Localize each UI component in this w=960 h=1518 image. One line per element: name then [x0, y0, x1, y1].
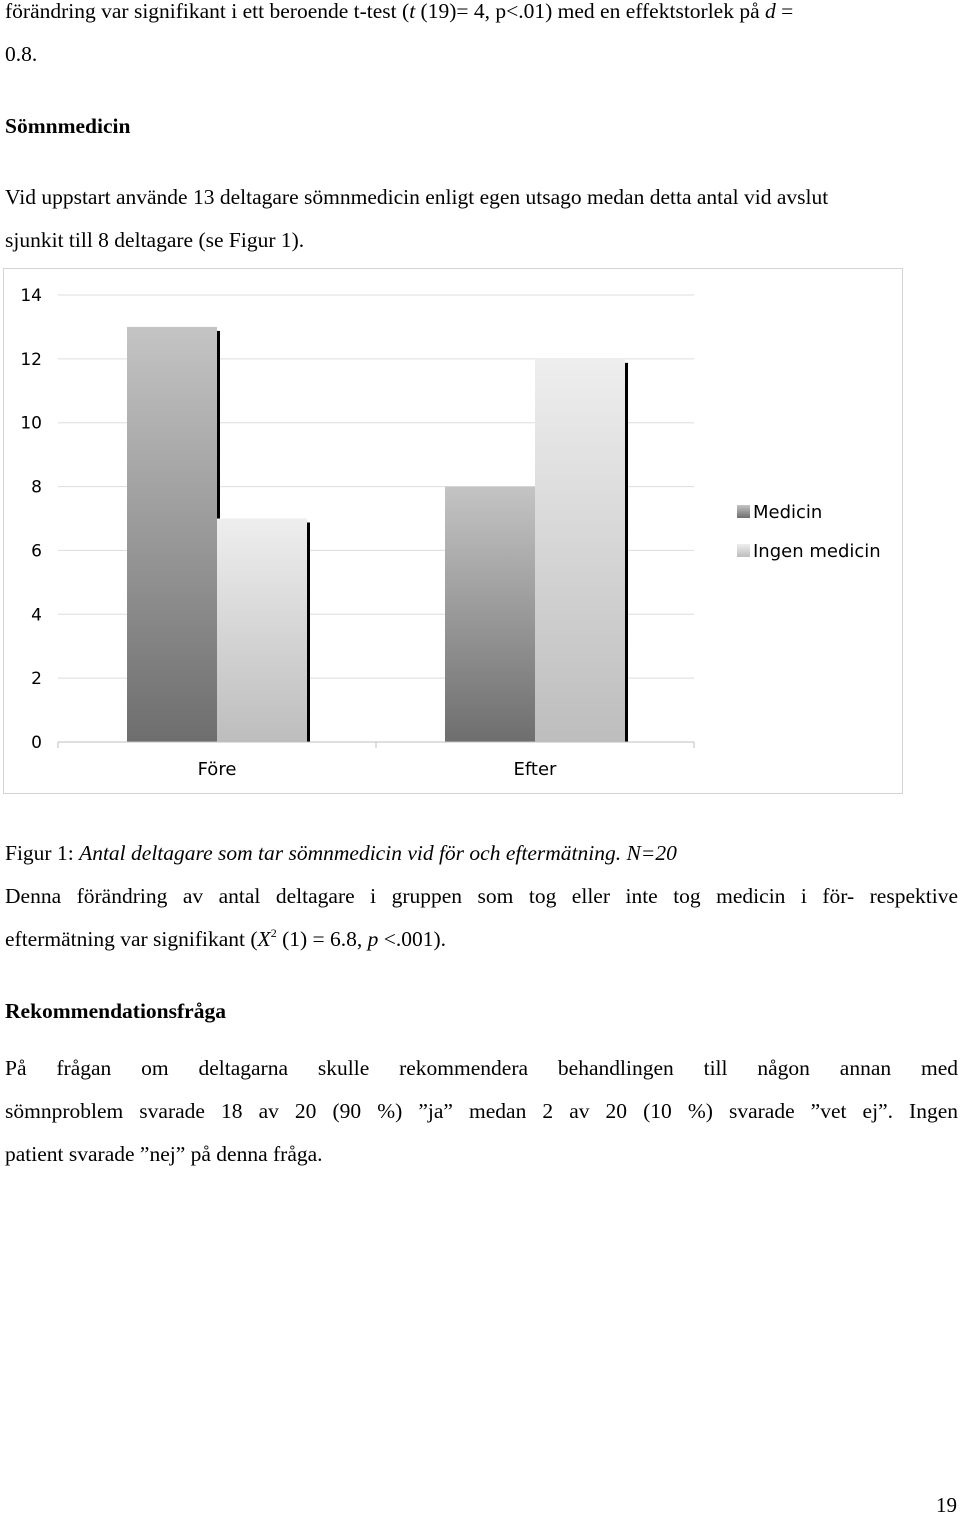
- y-tick-label: 8: [31, 477, 42, 498]
- legend-label: Ingen medicin: [753, 541, 881, 562]
- text-fragment: eftermätning var signifikant (: [5, 927, 258, 951]
- stat-symbol: X: [257, 927, 271, 951]
- caption-label: Figur 1:: [5, 841, 80, 865]
- stat-symbol: d: [765, 0, 776, 23]
- y-tick-label: 14: [20, 286, 42, 306]
- bar-ingen-medicin-före: [217, 519, 307, 743]
- text-line: 0.8.: [5, 42, 38, 66]
- figure-caption: [5, 840, 677, 866]
- bar-medicin-före: [127, 327, 217, 742]
- paragraph-line: sjunkit till 8 deltagare (se Figur 1).: [5, 228, 305, 252]
- y-tick-label: 4: [31, 605, 42, 626]
- section-heading: Rekommendationsfråga: [5, 999, 226, 1023]
- x-category-label: Efter: [513, 759, 557, 780]
- section-heading: Sömnmedicin: [5, 114, 131, 138]
- text-fragment: förändring var signifikant i ett beroende t-test (: [5, 0, 410, 23]
- paragraph-line: sömnproblem svarade 18 av 20 (90 %) ”ja” medan 2 av 20 (10 %) svarade ”vet ej”. Ingen: [5, 1099, 958, 1123]
- legend-swatch: [737, 505, 750, 518]
- y-tick-label: 2: [31, 669, 42, 690]
- x-category-label: Före: [197, 759, 237, 780]
- page-number: 19: [936, 1493, 957, 1517]
- stat-symbol: p: [367, 927, 379, 951]
- paragraph-line: [5, 926, 446, 952]
- paragraph-line: patient svarade ”nej” på denna fråga.: [5, 1142, 323, 1166]
- paragraph-line: Denna förändring av antal deltagare i gruppen som tog eller inte tog medicin i för- respektive: [5, 884, 958, 908]
- y-tick-label: 12: [20, 349, 42, 370]
- caption-text: Antal deltagare som tar sömnmedicin vid för och eftermätning. N=20: [79, 841, 677, 865]
- superscript: 2: [270, 926, 277, 940]
- text-fragment: (1) = 6.8,: [276, 927, 368, 951]
- stat-symbol: t: [409, 0, 416, 23]
- text-fragment: (19)= 4, p<.01) med en effektstorlek på: [415, 0, 766, 23]
- legend-swatch: [737, 544, 750, 557]
- legend-label: Medicin: [753, 502, 823, 523]
- bar-medicin-efter: [445, 487, 535, 742]
- bar-ingen-medicin-efter: [535, 359, 625, 742]
- text-fragment: =: [775, 0, 794, 23]
- y-tick-label: 0: [31, 733, 42, 753]
- y-tick-label: 6: [31, 541, 42, 562]
- y-tick-label: 10: [20, 413, 42, 434]
- text-fragment: <.001).: [378, 927, 447, 951]
- paragraph-line: På frågan om deltagarna skulle rekommendera behandlingen till någon annan med: [5, 1056, 958, 1080]
- paragraph-line: Vid uppstart använde 13 deltagare sömnmedicin enligt egen utsago medan detta antal vid avslut: [5, 185, 829, 209]
